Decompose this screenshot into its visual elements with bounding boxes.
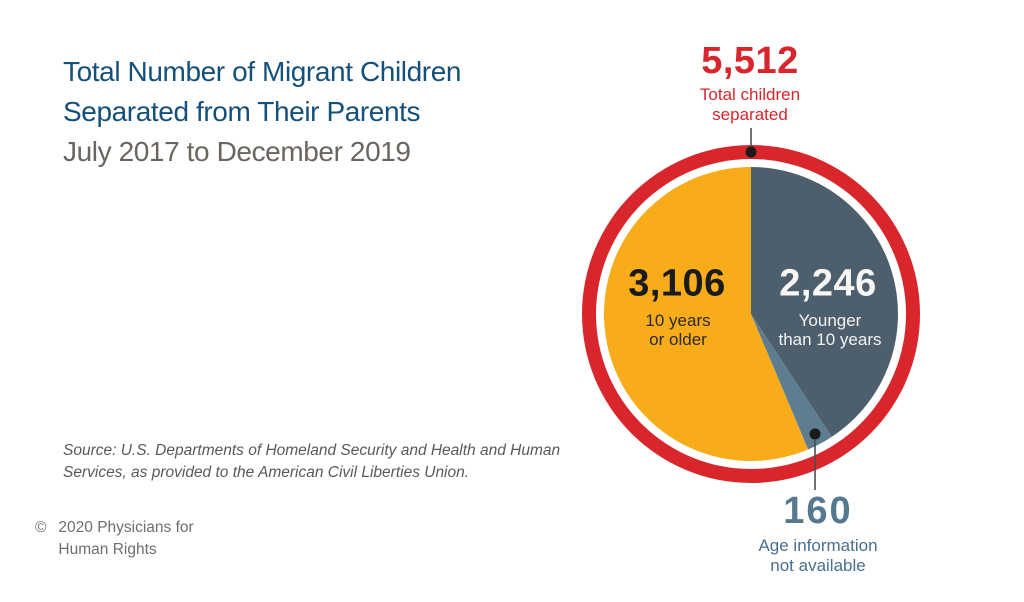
copyright — [35, 517, 194, 560]
slice-desc-age-line1: Age information — [758, 536, 878, 555]
source-note-line2: Services, as provided to the American Civil Liberties Union. — [63, 463, 470, 481]
slice-desc-age-unavailable — [758, 536, 877, 576]
page-title-line1: Total Number of Migrant Children — [63, 56, 462, 87]
slice-desc-age-line2: not available — [770, 556, 866, 575]
slice-desc-older — [645, 311, 710, 349]
slice-desc-younger — [778, 311, 881, 349]
total-label-line1: Total children — [699, 85, 801, 104]
slice-desc-older-line1: 10 years — [645, 311, 711, 330]
total-annotation — [700, 40, 800, 125]
slice-desc-younger-line1: Younger — [798, 311, 862, 330]
page-title — [63, 52, 461, 172]
source-note — [63, 440, 560, 483]
header — [63, 52, 461, 172]
copyright-line1: 2020 Physicians for — [58, 519, 194, 536]
copyright-text — [58, 517, 193, 560]
slice-desc-younger-line2: than 10 years — [778, 330, 882, 349]
slice-value-age-unavailable: 160 — [783, 490, 853, 532]
slice-value-younger: 2,246 — [779, 262, 877, 305]
total-label-line2: separated — [712, 105, 788, 124]
copyright-symbol: © — [35, 519, 47, 536]
source-note-line1: Source: U.S. Departments of Homeland Security and Health and Human — [63, 442, 561, 459]
page-title-line2: Separated from Their Parents — [63, 96, 421, 127]
total-value: 5,512 — [701, 40, 799, 82]
page-subtitle: July 2017 to December 2019 — [63, 136, 411, 167]
copyright-line2: Human Rights — [58, 540, 157, 558]
slice-desc-older-line2: or older — [649, 330, 707, 349]
slice-value-older: 3,106 — [628, 262, 726, 305]
total-label — [700, 85, 800, 125]
slice-annotation-age-unavailable — [758, 492, 877, 576]
